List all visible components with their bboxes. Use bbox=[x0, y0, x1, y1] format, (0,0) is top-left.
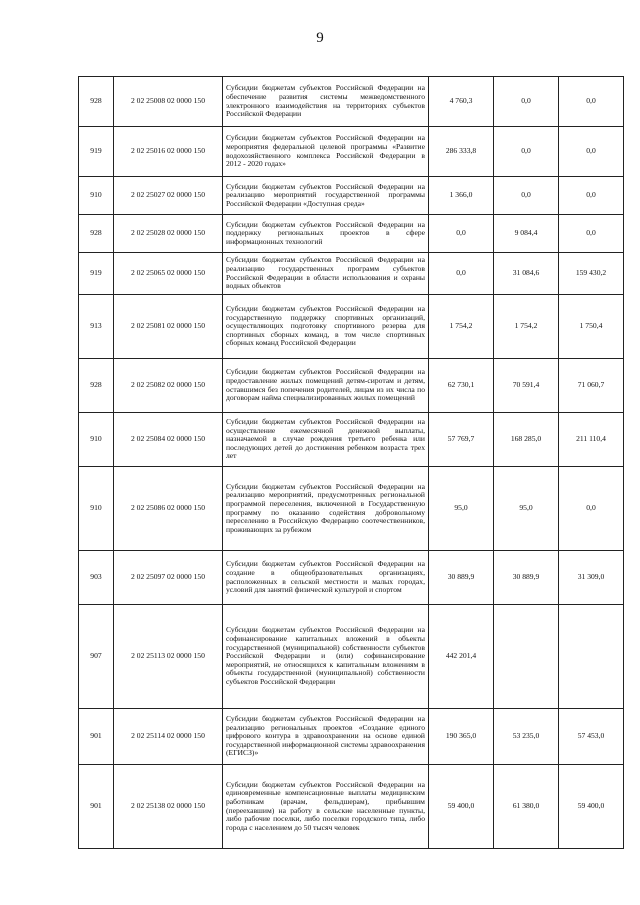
budget-code-cell: 2 02 25081 02 0000 150 bbox=[114, 295, 223, 359]
table-row bbox=[79, 295, 624, 359]
amount-cell-1: 442 201,4 bbox=[429, 605, 494, 709]
description-cell: Субсидии бюджетам субъектов Российской Федерации на обеспечение развития системы межведомственного электронного взаимодействия на территориях субъектов Российской Федерации bbox=[223, 77, 429, 127]
amount-cell-3: 0,0 bbox=[559, 127, 624, 177]
description-cell: Субсидии бюджетам субъектов Российской Федерации на поддержку региональных проектов в сфере информационных технологий bbox=[223, 215, 429, 253]
budget-code-cell: 2 02 25097 02 0000 150 bbox=[114, 551, 223, 605]
amount-cell-3: 59 400,0 bbox=[559, 765, 624, 849]
amount-cell-3: 159 430,2 bbox=[559, 253, 624, 295]
amount-cell-2 bbox=[494, 605, 559, 709]
budget-code-cell: 2 02 25138 02 0000 150 bbox=[114, 765, 223, 849]
amount-cell-3: 0,0 bbox=[559, 177, 624, 215]
description-cell: Субсидии бюджетам субъектов Российской Федерации на реализацию государственных программ субъектов Российской Федерации в области использования и охраны водных объектов bbox=[223, 253, 429, 295]
amount-cell-1: 30 889,9 bbox=[429, 551, 494, 605]
admin-code-cell: 928 bbox=[79, 215, 114, 253]
description-cell: Субсидии бюджетам субъектов Российской Федерации на создание в общеобразовательных организациях, расположенных в сельской местности и малых городах, условий для занятий физической культурой и спортом bbox=[223, 551, 429, 605]
amount-cell-1: 0,0 bbox=[429, 215, 494, 253]
admin-code-cell: 901 bbox=[79, 765, 114, 849]
description-cell: Субсидии бюджетам субъектов Российской Федерации на предоставление жилых помещений детям-сиротам и детям, оставшимся без попечения родителей, лицам из их числа по договорам найма специализированных жилых помещений bbox=[223, 359, 429, 413]
amount-cell-2: 31 084,6 bbox=[494, 253, 559, 295]
table-row bbox=[79, 253, 624, 295]
amount-cell-3: 0,0 bbox=[559, 467, 624, 551]
amount-cell-2: 168 285,0 bbox=[494, 413, 559, 467]
budget-code-cell: 2 02 25086 02 0000 150 bbox=[114, 467, 223, 551]
amount-cell-1: 59 400,0 bbox=[429, 765, 494, 849]
table-row bbox=[79, 765, 624, 849]
table-row bbox=[79, 177, 624, 215]
description-cell: Субсидии бюджетам субъектов Российской Федерации на мероприятия федеральной целевой программы «Развитие водохозяйственного комплекса Российской Федерации в 2012 - 2020 годах» bbox=[223, 127, 429, 177]
amount-cell-2: 61 380,0 bbox=[494, 765, 559, 849]
admin-code-cell: 910 bbox=[79, 177, 114, 215]
description-cell: Субсидии бюджетам субъектов Российской Федерации на единовременные компенсационные выплаты медицинским работникам (врачам, фельдшерам), прибывшим (переехавшим) на работу в сельские населенные пункты, либо рабочие поселки, либо поселки городского типа, либо города с населением до 50 тысяч человек bbox=[223, 765, 429, 849]
budget-code-cell: 2 02 25008 02 0000 150 bbox=[114, 77, 223, 127]
amount-cell-3: 0,0 bbox=[559, 215, 624, 253]
budget-code-cell: 2 02 25114 02 0000 150 bbox=[114, 709, 223, 765]
amount-cell-3: 211 110,4 bbox=[559, 413, 624, 467]
amount-cell-2: 9 084,4 bbox=[494, 215, 559, 253]
amount-cell-1: 286 333,8 bbox=[429, 127, 494, 177]
budget-code-cell: 2 02 25016 02 0000 150 bbox=[114, 127, 223, 177]
description-cell: Субсидии бюджетам субъектов Российской Федерации на реализацию региональных проектов «Создание единого цифрового контура в здравоохранении на основе единой государственной информационной системы здравоохранения (ЕГИСЗ)» bbox=[223, 709, 429, 765]
table-body bbox=[79, 77, 624, 849]
budget-table bbox=[78, 76, 624, 849]
budget-code-cell: 2 02 25082 02 0000 150 bbox=[114, 359, 223, 413]
budget-code-cell: 2 02 25027 02 0000 150 bbox=[114, 177, 223, 215]
description-cell: Субсидии бюджетам субъектов Российской Федерации на реализацию мероприятий государственной программы Российской Федерации «Доступная среда» bbox=[223, 177, 429, 215]
description-cell: Субсидии бюджетам субъектов Российской Федерации на софинансирование капитальных вложений в объекты государственной (муниципальной) собственности субъектов Российской Федерации и (или) софинансирование мероприятий, не относящихся к капитальным вложениям в объекты государственной (муниципальной) собственности субъектов Российской Федерации bbox=[223, 605, 429, 709]
amount-cell-1: 4 760,3 bbox=[429, 77, 494, 127]
description-cell: Субсидии бюджетам субъектов Российской Федерации на государственную поддержку спортивных организаций, осуществляющих подготовку спортивного резерва для спортивных сборных команд, в том числе спортивных сборных команд Российской Федерации bbox=[223, 295, 429, 359]
budget-code-cell: 2 02 25084 02 0000 150 bbox=[114, 413, 223, 467]
table-row bbox=[79, 709, 624, 765]
amount-cell-1: 1 754,2 bbox=[429, 295, 494, 359]
amount-cell-1: 1 366,0 bbox=[429, 177, 494, 215]
amount-cell-1: 57 769,7 bbox=[429, 413, 494, 467]
amount-cell-3: 31 309,0 bbox=[559, 551, 624, 605]
amount-cell-1: 190 365,0 bbox=[429, 709, 494, 765]
admin-code-cell: 919 bbox=[79, 253, 114, 295]
amount-cell-1: 62 730,1 bbox=[429, 359, 494, 413]
admin-code-cell: 910 bbox=[79, 467, 114, 551]
admin-code-cell: 913 bbox=[79, 295, 114, 359]
table-row bbox=[79, 605, 624, 709]
amount-cell-3 bbox=[559, 605, 624, 709]
amount-cell-2: 95,0 bbox=[494, 467, 559, 551]
budget-code-cell: 2 02 25065 02 0000 150 bbox=[114, 253, 223, 295]
admin-code-cell: 928 bbox=[79, 359, 114, 413]
amount-cell-2: 0,0 bbox=[494, 77, 559, 127]
amount-cell-2: 0,0 bbox=[494, 177, 559, 215]
amount-cell-1: 95,0 bbox=[429, 467, 494, 551]
admin-code-cell: 919 bbox=[79, 127, 114, 177]
table-row bbox=[79, 127, 624, 177]
admin-code-cell: 910 bbox=[79, 413, 114, 467]
amount-cell-2: 1 754,2 bbox=[494, 295, 559, 359]
table-row bbox=[79, 551, 624, 605]
table-row bbox=[79, 359, 624, 413]
amount-cell-3: 71 060,7 bbox=[559, 359, 624, 413]
admin-code-cell: 928 bbox=[79, 77, 114, 127]
amount-cell-3: 57 453,0 bbox=[559, 709, 624, 765]
table-row bbox=[79, 467, 624, 551]
amount-cell-2: 70 591,4 bbox=[494, 359, 559, 413]
table-row bbox=[79, 215, 624, 253]
amount-cell-1: 0,0 bbox=[429, 253, 494, 295]
table-row bbox=[79, 413, 624, 467]
admin-code-cell: 903 bbox=[79, 551, 114, 605]
description-cell: Субсидии бюджетам субъектов Российской Федерации на реализацию мероприятий, предусмотренных региональной программой переселения, включенной в Государственную программу по оказанию содействия добровольному переселению в Российскую Федерацию соотечественников, проживающих за рубежом bbox=[223, 467, 429, 551]
admin-code-cell: 907 bbox=[79, 605, 114, 709]
amount-cell-3: 1 750,4 bbox=[559, 295, 624, 359]
amount-cell-2: 53 235,0 bbox=[494, 709, 559, 765]
budget-code-cell: 2 02 25113 02 0000 150 bbox=[114, 605, 223, 709]
budget-code-cell: 2 02 25028 02 0000 150 bbox=[114, 215, 223, 253]
amount-cell-2: 30 889,9 bbox=[494, 551, 559, 605]
page-number: 9 bbox=[316, 30, 324, 46]
admin-code-cell: 901 bbox=[79, 709, 114, 765]
description-cell: Субсидии бюджетам субъектов Российской Федерации на осуществление ежемесячной денежной выплаты, назначаемой в случае рождения третьего ребенка или последующих детей до достижения ребенком возраста трех лет bbox=[223, 413, 429, 467]
amount-cell-2: 0,0 bbox=[494, 127, 559, 177]
table-row bbox=[79, 77, 624, 127]
amount-cell-3: 0,0 bbox=[559, 77, 624, 127]
